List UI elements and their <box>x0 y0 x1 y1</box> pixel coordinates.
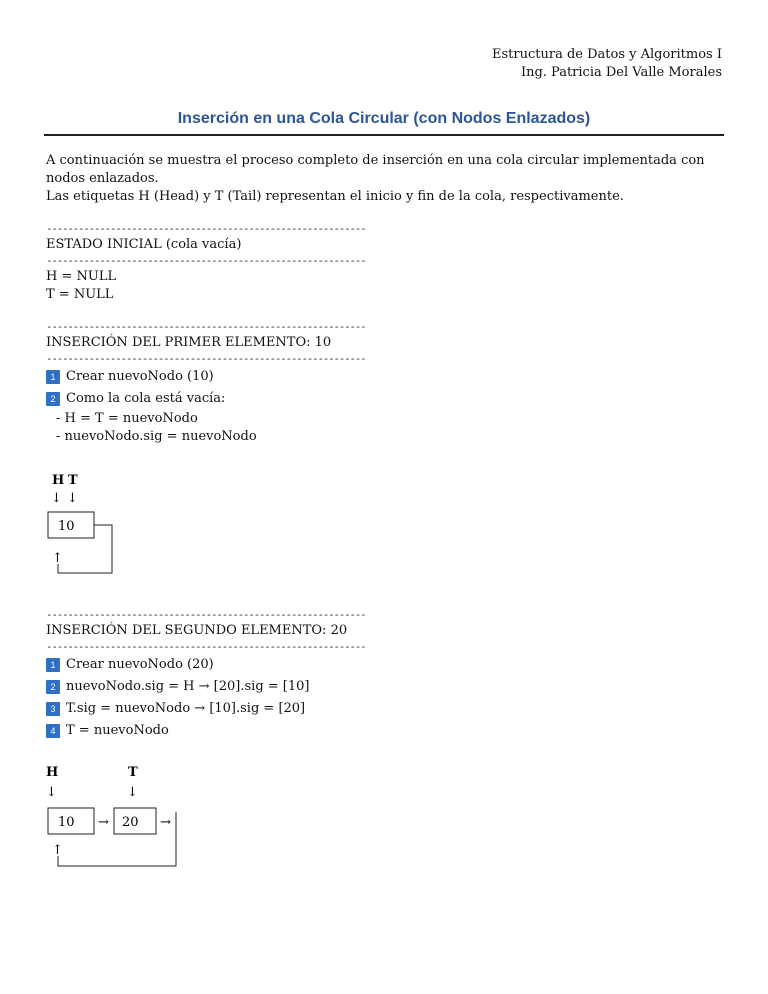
step-number-badge: 1 <box>46 370 60 384</box>
node-value-2: 20 <box>122 815 139 830</box>
head-arrow: ↓ <box>46 785 57 800</box>
second-heading: INSERCIÓN DEL SEGUNDO ELEMENTO: 20 <box>46 623 348 638</box>
page-header <box>492 46 722 82</box>
professor-name: Ing. Patricia Del Valle Morales <box>520 65 722 80</box>
document-body <box>46 152 726 882</box>
step-text: T = nuevoNodo <box>66 723 169 738</box>
head-label: H <box>46 765 59 780</box>
head-label: H <box>52 473 65 488</box>
second-step-2 <box>46 676 726 698</box>
document-title: Inserción en una Cola Circular (con Nodos Enlazados) <box>177 110 591 127</box>
step-text: Crear nuevoNodo (20) <box>66 657 214 672</box>
initial-heading: ESTADO INICIAL (cola vacía) <box>46 237 242 252</box>
intro-labels: Las etiquetas H (Head) y T (Tail) representan el inicio y fin de la cola, respectivamente. <box>46 189 624 204</box>
link-arrow: → <box>160 815 171 830</box>
first-substep-1: - H = T = nuevoNodo <box>56 411 198 426</box>
second-step-3 <box>46 698 726 720</box>
step-text: T.sig = nuevoNodo → [10].sig = [20] <box>66 701 306 716</box>
step-text: nuevoNodo.sig = H → [20].sig = [10] <box>66 679 310 694</box>
second-step-4 <box>46 720 726 742</box>
initial-tail: T = NULL <box>46 287 114 302</box>
step-number-badge: 3 <box>46 702 60 716</box>
initial-head: H = NULL <box>46 269 117 284</box>
title-rule <box>44 134 724 136</box>
second-queue-diagram <box>46 742 246 882</box>
first-substep-2: - nuevoNodo.sig = nuevoNodo <box>56 429 257 444</box>
step-number-badge: 2 <box>46 680 60 694</box>
intro-paragraph: A continuación se muestra el proceso completo de inserción en una cola circular implementada con nodos enlazados. <box>46 153 705 186</box>
first-step-2 <box>46 388 726 410</box>
node-value: 10 <box>58 519 75 534</box>
link-arrow: → <box>98 815 109 830</box>
tail-label: T <box>68 473 78 488</box>
tail-label: T <box>128 765 138 780</box>
first-step-1 <box>46 366 726 388</box>
separator: ------------------------------------------------------------ <box>46 640 366 653</box>
first-heading: INSERCIÓN DEL PRIMER ELEMENTO: 10 <box>46 335 332 350</box>
step-number-badge: 2 <box>46 392 60 406</box>
first-queue-diagram <box>46 446 186 596</box>
tail-arrow: ↓ <box>127 785 138 800</box>
separator: ------------------------------------------------------------ <box>46 320 366 333</box>
separator: ------------------------------------------------------------ <box>46 222 366 235</box>
tail-arrow: ↓ <box>67 491 78 506</box>
step-text: Como la cola está vacía: <box>66 391 226 406</box>
step-text: Crear nuevoNodo (10) <box>66 369 214 384</box>
separator: ------------------------------------------------------------ <box>46 608 366 621</box>
up-arrow: ↑ <box>52 843 63 858</box>
circular-link <box>58 812 176 866</box>
node-value-1: 10 <box>58 815 75 830</box>
separator: ------------------------------------------------------------ <box>46 254 366 267</box>
head-arrow: ↓ <box>51 491 62 506</box>
second-step-1 <box>46 654 726 676</box>
course-name: Estructura de Datos y Algoritmos I <box>492 47 722 62</box>
up-arrow: ↑ <box>52 551 63 566</box>
step-number-badge: 1 <box>46 658 60 672</box>
step-number-badge: 4 <box>46 724 60 738</box>
separator: ------------------------------------------------------------ <box>46 352 366 365</box>
